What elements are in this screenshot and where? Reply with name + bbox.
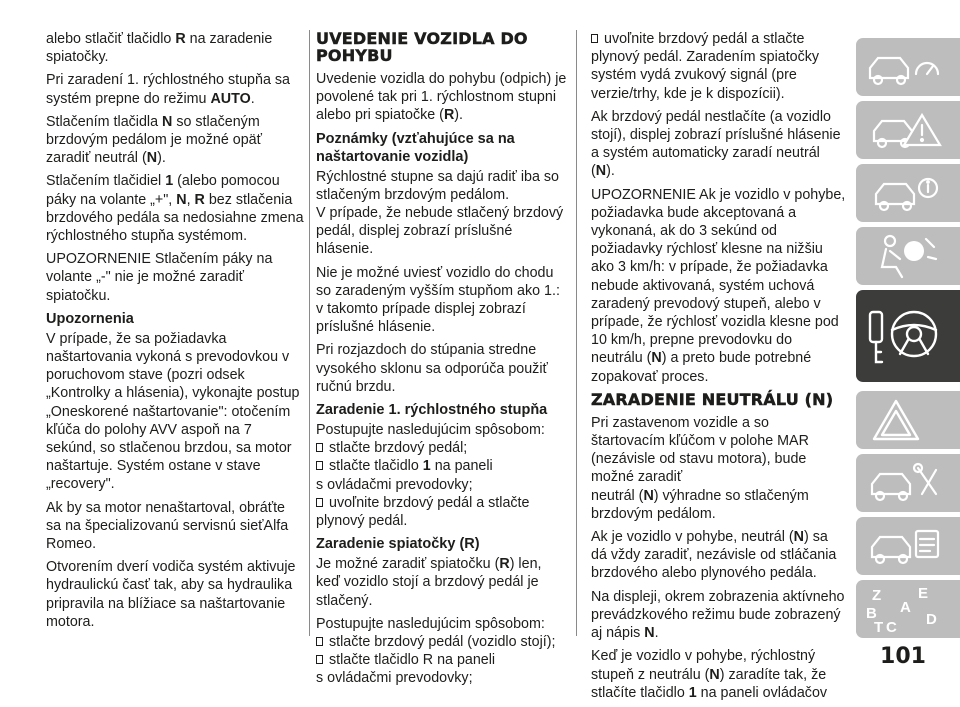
paragraph: Postupujte nasledujúcim spôsobom:: [316, 615, 545, 632]
paragraph: Pri rozjazdoch do stúpania stredne vysokého sklonu sa odporúča použiť ručnú brzdu.: [316, 342, 548, 395]
text: .: [250, 90, 255, 107]
index-letters-icon: [856, 580, 960, 638]
text: alebo stlačiť tlačidlo: [46, 31, 176, 47]
text-column-1: [46, 30, 304, 636]
text: stlačte tlačidlo: [329, 458, 423, 475]
chapter-tab-starting-driving[interactable]: [856, 290, 960, 382]
text: ) výhradne so stlačeným brzdovým pedálom.: [591, 487, 809, 522]
text: ) len, keď vozidlo stojí a brzdový pedál je stlačený.: [316, 556, 542, 609]
index-letter: D: [926, 611, 937, 628]
chapter-tab-index[interactable]: [856, 580, 960, 638]
text: Keď je vozidlo v pohybe, rýchlostný stupeň z neutrálu (: [591, 648, 816, 683]
bullet-item: stlačte brzdový pedál;: [316, 439, 568, 457]
key-label: 1: [165, 173, 174, 190]
paragraph: plynový pedál. Zaradením spiatočky systém vydá zvukový signál (pre verzie/trhy, kde je k dispozícii).: [591, 49, 820, 102]
chapter-tab-specs[interactable]: [856, 517, 960, 575]
key-label: N: [595, 163, 607, 180]
paragraph: s ovládačmi prevodovky;: [316, 476, 473, 493]
index-letter: T: [874, 619, 884, 636]
page-number: 101: [880, 644, 926, 669]
text-column-3: [591, 30, 846, 707]
key-label: N: [709, 666, 720, 683]
key-label: N: [644, 625, 655, 642]
chapter-tab-safety[interactable]: [856, 101, 960, 159]
section-heading: Zaradenie 1. rýchlostného stupňa: [316, 402, 548, 419]
text-column-2: [316, 30, 568, 688]
paragraph: V prípade, že nebude stlačený brzdový pedál, displej zobrazí príslušné hlásenie.: [316, 205, 564, 258]
index-letter: B: [866, 605, 877, 622]
paragraph: Otvorením dverí vodiča systém aktivuje hydraulickú časť tak, aby sa hydraulika pripravila na blížiace sa naštartovanie motora.: [46, 559, 296, 630]
text: ) sa dá vždy zaradiť, nezávisle od stláčania brzdového alebo plynového pedála.: [591, 529, 837, 582]
paragraph: [46, 71, 304, 107]
bullet-item: [316, 457, 568, 475]
car-info-icon: [856, 164, 960, 222]
index-letter: E: [918, 585, 929, 602]
text: Ak brzdový pedál nestlačíte (a vozidlo stojí), displej zobrazí príslušné hlásenie a systém automaticky zaradí neutrál (: [591, 108, 841, 180]
text: neutrál (: [591, 487, 644, 504]
paragraph: Nie je možné uviesť vozidlo do chodu so zaradeným vyšším stupňom ako 1.: v takomto prípade displej zobrazí príslušné hlásenie.: [316, 264, 560, 336]
key-label: R: [443, 107, 455, 124]
paragraph: [591, 588, 846, 643]
index-letter: C: [886, 619, 897, 636]
index-letter: Z: [872, 587, 882, 604]
text: Na displeji, okrem zobrazenia aktívneho prevádzkového režimu bude zobrazený aj nápis: [591, 588, 845, 642]
text: ).: [606, 163, 615, 180]
car-dashboard-icon: [856, 38, 960, 96]
paragraph: [316, 70, 568, 125]
text: (alebo pomocou páky na volante „+",: [46, 173, 280, 208]
paragraph: [591, 647, 846, 702]
paragraph: V prípade, že sa požiadavka naštartovania vykoná s prevodovkou v poruchovom stave (pozri odsek „Kontrolky a hlásenia), vykonajte postup „Oneskorené naštartovanie": otočením kľúča do polohy AVV aspoň na 7 sekúnd, so stlačenou brzdou, sa motor naštartuje. Systém ostane v stave „recovery".: [46, 330, 300, 493]
notice-paragraph: [591, 186, 846, 386]
warning-triangle-icon: [856, 391, 960, 449]
text: Stlačením tlačidiel: [46, 173, 166, 190]
section-heading: Zaradenie spiatočky (R): [316, 536, 480, 553]
key-label: 1: [422, 458, 431, 475]
chapter-tab-info[interactable]: [856, 164, 960, 222]
chapter-tab-maintenance[interactable]: [856, 454, 960, 512]
key-steering-wheel-icon: [856, 290, 960, 382]
text: so stlačeným brzdovým pedálom je možné opäť zaradiť neutrál (: [46, 113, 262, 167]
section-heading: Poznámky (vzťahujúce sa na naštartovanie vozidla): [316, 130, 515, 165]
text: na paneli: [430, 458, 493, 475]
text: .: [654, 625, 659, 642]
paragraph: [46, 30, 304, 66]
paragraph: Rýchlostné stupne sa dajú radiť iba so stlačeným brzdovým pedálom.: [316, 168, 559, 203]
paragraph: s ovládačmi prevodovky;: [316, 670, 473, 687]
key-label: R: [175, 31, 186, 47]
key-label: N: [651, 350, 662, 367]
text: bez stlačenia brzdového pedála sa nedosiahne zmena rýchlostného stupňa systémom.: [46, 191, 304, 245]
key-label: R: [194, 191, 205, 208]
mode-label: AUTO: [210, 90, 251, 107]
notice-paragraph: UPOZORNENIE Stlačením páky na volante „-" nie je možné zaradiť spiatočku.: [46, 251, 273, 304]
text: Je možné zaradiť spiatočku (: [316, 556, 500, 573]
chapter-tab-dashboard[interactable]: [856, 38, 960, 96]
key-label: R: [499, 556, 510, 573]
paragraph: Ak by sa motor nenaštartoval, obráťte sa na špecializovanú servisnú sieťAlfa Romeo.: [46, 499, 289, 553]
paragraph: [316, 555, 568, 610]
text: Uvedenie vozidla do pohybu (odpich) je povolené tak pri 1. rýchlostnom stupni alebo pri spiatočke (: [316, 71, 567, 124]
car-warning-icon: [856, 101, 960, 159]
car-tools-icon: [856, 454, 960, 512]
text: UPOZORNENIE Ak je vozidlo v pohybe, požiadavka bude akceptovaná a vykonaná, ak do 3 sekúnd od požiadavky rýchlosť klesne na nižšiu ako 3 km/h: v prípade, že požiadavka nebude aktivovaná, systém uchová zaradený prevodový stupeň, alebo v prípade, že rýchlosť vozidla klesne pod 10 km/h, prepne prevodovku do neutrálu (: [591, 186, 846, 367]
airbag-icon: [856, 227, 960, 285]
section-heading: Upozornenia: [46, 310, 134, 327]
text: na paneli ovládačov: [696, 684, 828, 701]
text: ).: [454, 107, 464, 124]
bullet-item: uvoľnite brzdový pedál a stlačte: [591, 30, 846, 48]
paragraph: [591, 528, 846, 583]
text: Pri zaradení 1. rýchlostného stupňa sa systém prepne do režimu: [46, 72, 290, 107]
paragraph: [46, 113, 304, 168]
section-title: ZARADENIE NEUTRÁLU (N): [591, 389, 834, 409]
car-specs-icon: [856, 517, 960, 575]
paragraph: [46, 172, 304, 245]
key-label: N: [176, 191, 187, 208]
column-divider: [309, 30, 310, 636]
paragraph: plynový pedál.: [316, 513, 408, 530]
bullet-item: uvoľnite brzdový pedál a stlačte: [316, 494, 568, 512]
text: Ak je vozidlo v pohybe, neutrál (: [591, 529, 794, 546]
text: ) a preto bude potrebné zopakovať proces.: [591, 350, 812, 385]
column-divider: [576, 30, 577, 636]
chapter-tab-airbag[interactable]: [856, 227, 960, 285]
key-label: N: [146, 150, 158, 167]
paragraph: Pri zastavenom vozidle a so štartovacím kľúčom v polohe MAR (nezávisle od stavu motora), bude možné zaradiť: [591, 414, 809, 486]
key-label: N: [793, 529, 804, 546]
paragraph: [591, 487, 846, 523]
text: Stlačením tlačidla: [46, 113, 163, 130]
chapter-tab-emergency[interactable]: [856, 391, 960, 449]
key-label: 1: [688, 684, 697, 701]
key-label: N: [643, 487, 654, 504]
text: na zaradenie spiatočky.: [46, 31, 273, 66]
paragraph: [591, 108, 846, 181]
index-letter: A: [900, 599, 911, 616]
text: ,: [186, 191, 195, 208]
text: ).: [157, 150, 166, 167]
bullet-item: stlačte tlačidlo R na paneli: [316, 651, 568, 669]
key-label: N: [162, 113, 173, 130]
text: ) zaradíte tak, že stlačíte tlačidlo: [591, 666, 827, 701]
bullet-item: stlačte brzdový pedál (vozidlo stojí);: [316, 633, 568, 651]
section-title: UVEDENIE VOZIDLA DO POHYBU: [316, 29, 528, 65]
paragraph: Postupujte nasledujúcim spôsobom:: [316, 422, 545, 439]
